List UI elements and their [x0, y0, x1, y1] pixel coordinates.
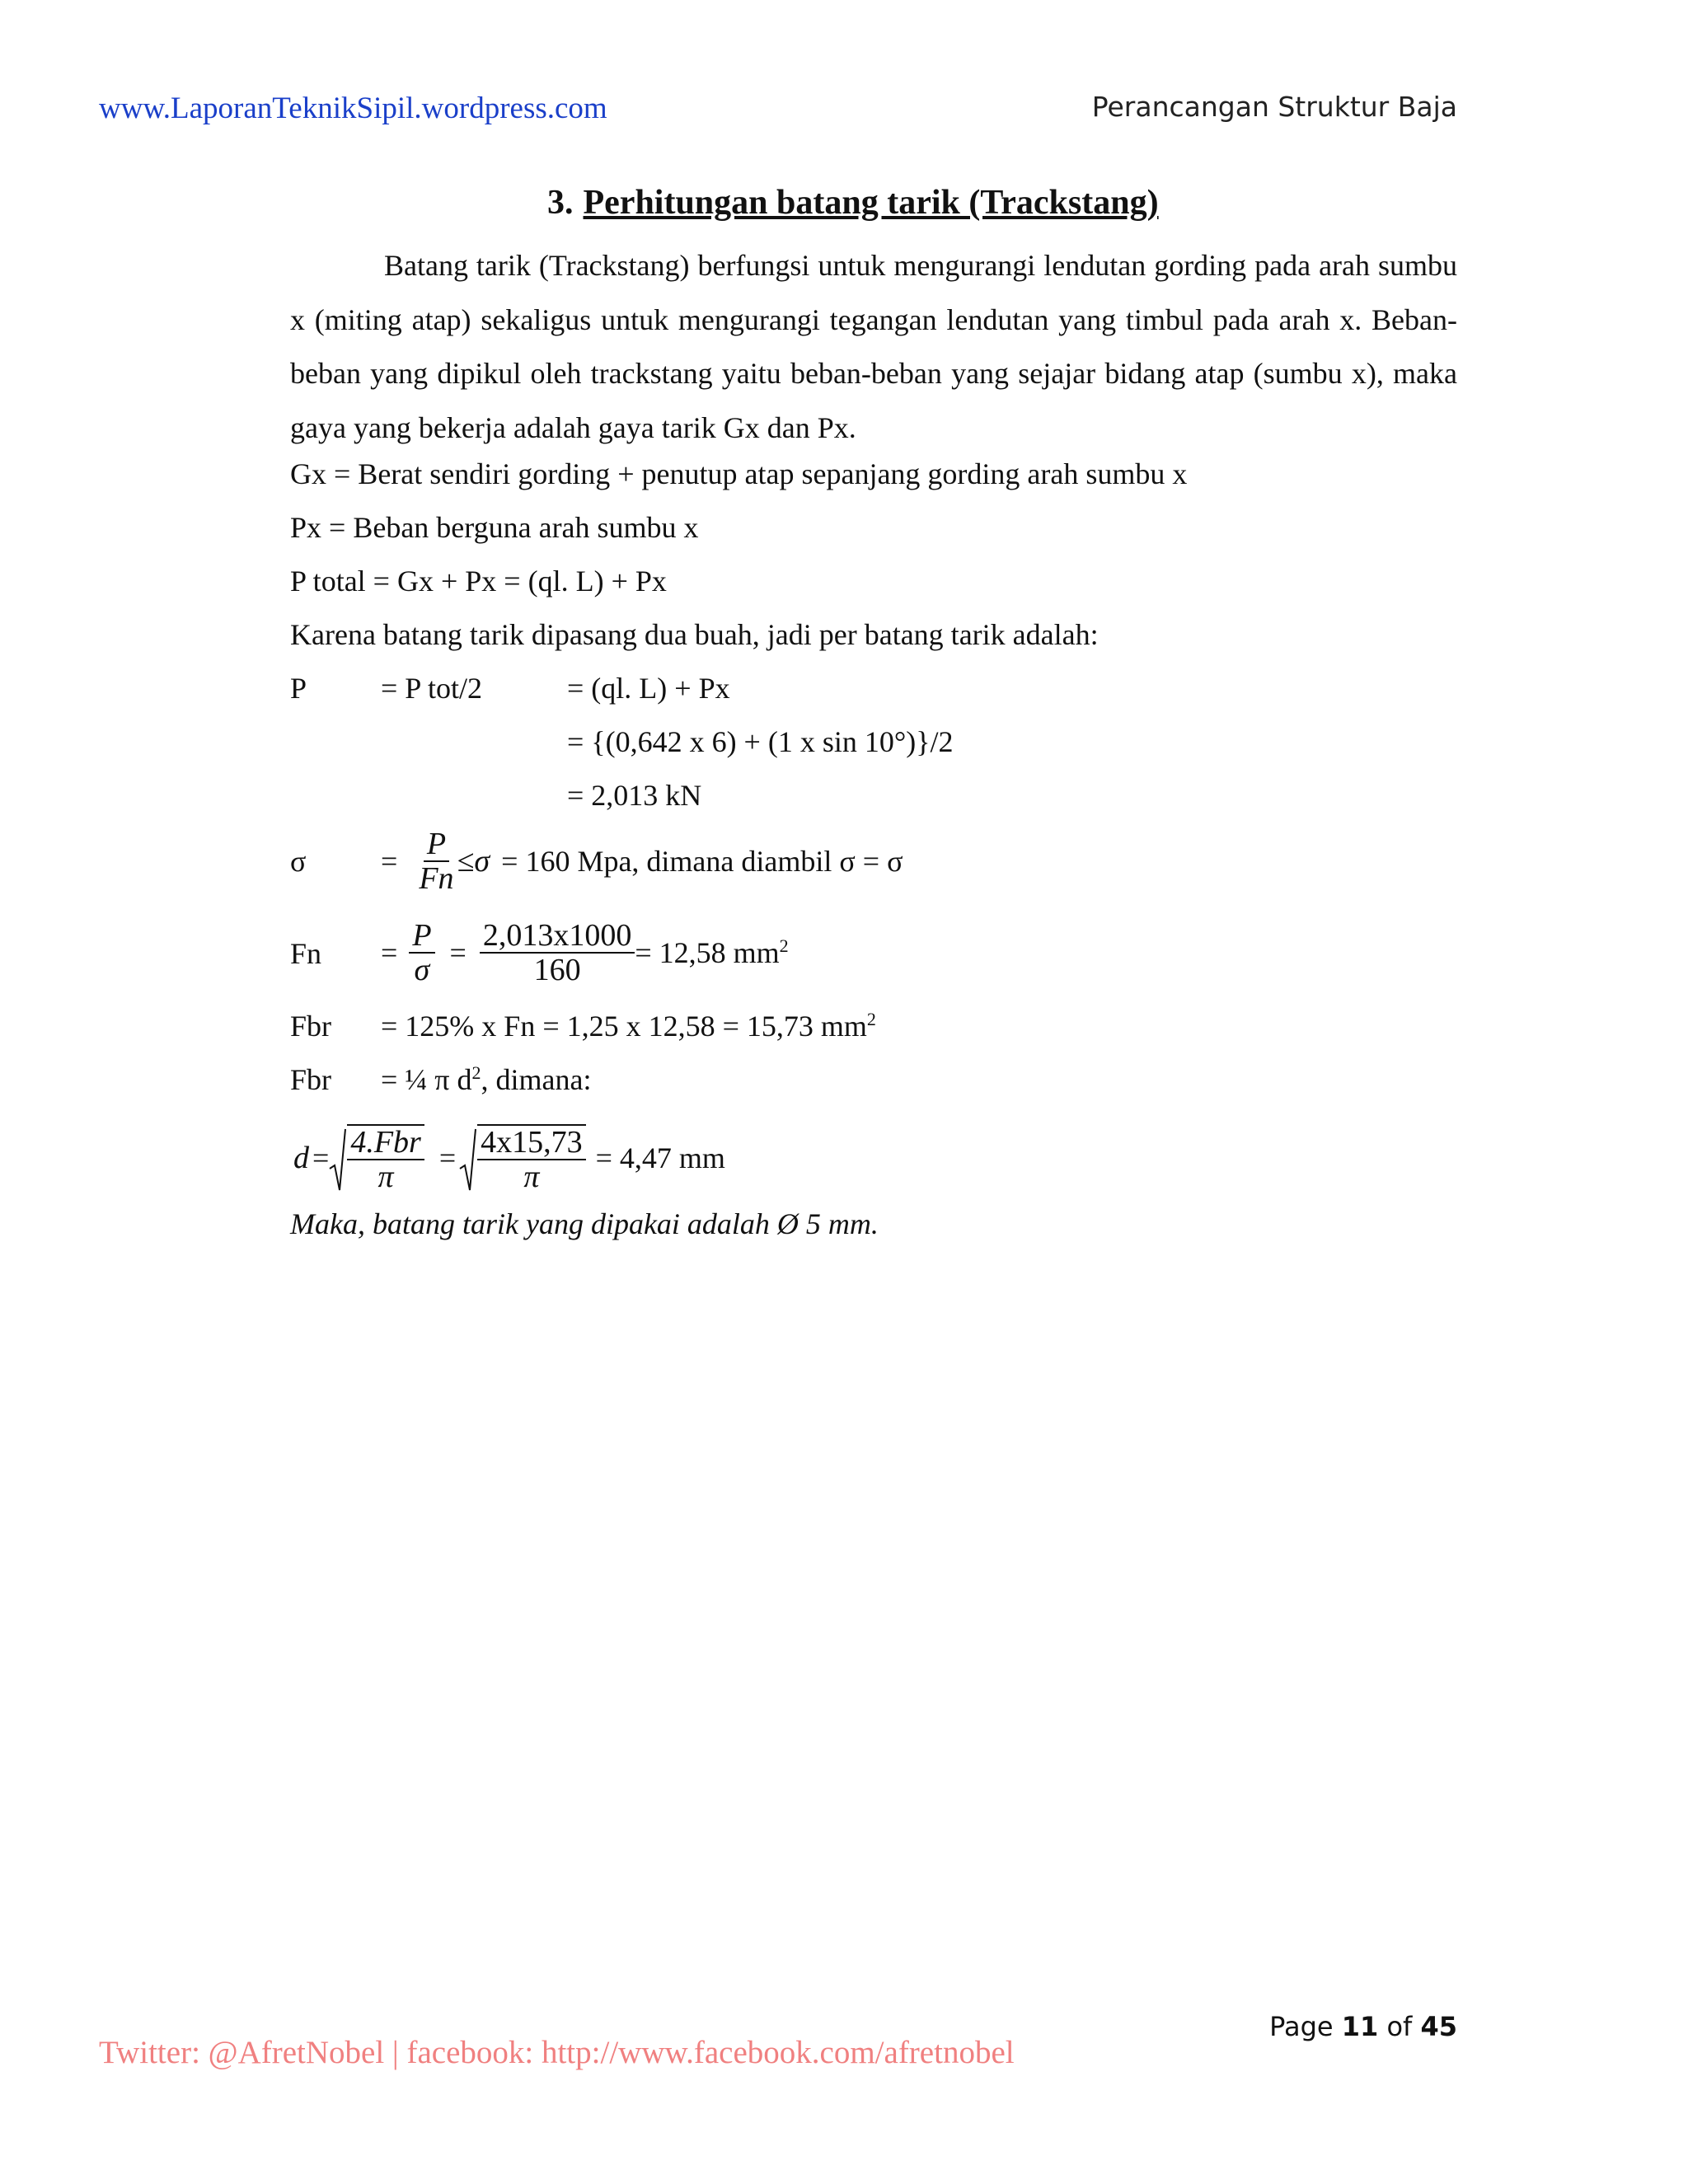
p-eq-formula: = (ql. L) + Px: [567, 672, 730, 705]
p-eq-result: = 2,013 kN: [567, 779, 702, 812]
definition-px: Px = Beban berguna arah sumbu x: [290, 511, 699, 544]
sigma-rest: = 160 Mpa, dimana diambil σ = σ: [501, 845, 903, 878]
page-current: 11: [1341, 2011, 1379, 2042]
d-eq-sign-2: =: [438, 1141, 457, 1174]
definition-p-total: P total = Gx + Px = (ql. L) + Px: [290, 565, 667, 598]
d-sqrt-1-num: 4.Fbr: [347, 1126, 424, 1160]
header-url[interactable]: www.LaporanTeknikSipil.wordpress.com: [99, 91, 607, 125]
fn-label: Fn: [290, 937, 322, 970]
page-total: 45: [1420, 2011, 1457, 2042]
fn-eq-sign: =: [381, 936, 398, 969]
fbr-equation-2: = ¼ π $d^2$, dimana:: [381, 1062, 592, 1096]
fn-fraction-1-num: P: [409, 919, 434, 954]
header-document-title: Perancangan Struktur Baja: [1091, 91, 1457, 123]
d-sqrt-1: [329, 1122, 424, 1193]
sigma-label: σ: [290, 845, 307, 878]
fbr-label-1: Fbr: [290, 1010, 332, 1043]
fn-fraction-2: [480, 919, 635, 987]
definition-per-bar: Karena batang tarik dipasang dua buah, jadi per batang tarik adalah:: [290, 618, 1099, 651]
d-sqrt-2-num: 4x15,73: [477, 1126, 586, 1160]
section-number: 3.: [547, 184, 574, 222]
sigma-leq: ≤σ: [457, 844, 490, 879]
d-lhs: d: [293, 1141, 309, 1175]
fn-equation: [381, 915, 789, 991]
sigma-fraction-num: P: [424, 827, 449, 862]
sigma-eq-sign: =: [381, 845, 398, 878]
fn-eq-sign-2: =: [449, 936, 467, 969]
fbr-label-2: Fbr: [290, 1063, 332, 1096]
sigma-equation: [381, 824, 903, 898]
sigma-fraction-den: Fn: [419, 861, 454, 896]
fn-fraction-2-num: 2,013x1000: [480, 919, 635, 954]
d-eq-sign: =: [312, 1141, 330, 1174]
section-heading: [547, 183, 1159, 223]
conclusion: Maka, batang tarik yang dipakai adalah Ø 5 mm.: [290, 1207, 879, 1240]
d-sqrt-1-fraction: [347, 1124, 424, 1193]
d-equation: [293, 1121, 725, 1195]
fn-fraction-1: [409, 919, 434, 987]
d-sqrt-2-den: π: [523, 1160, 540, 1194]
fn-result: = 12,58 $mm^2$: [635, 935, 789, 969]
d-sqrt-2: [459, 1122, 586, 1193]
fn-fraction-2-den: 160: [533, 953, 581, 987]
sigma-fraction: [415, 827, 457, 895]
definition-gx: Gx = Berat sendiri gording + penutup atap sepanjang gording arah sumbu x: [290, 457, 1188, 490]
p-eq-substitution: = {(0,642 x 6) + (1 x sin 10°)}/2: [567, 725, 954, 758]
footer-social-links[interactable]: Twitter: @AfretNobel | facebook: http://www.facebook.com/afretnobel: [99, 2035, 1015, 2070]
p-eq-ptot: = P tot/2: [381, 672, 482, 705]
fbr-equation-1: = 125% x Fn = 1,25 x 12,58 = 15,73 $mm^2$: [381, 1009, 876, 1043]
fn-fraction-1-den: σ: [414, 953, 430, 987]
d-sqrt-2-fraction: [477, 1124, 586, 1193]
d-result: = 4,47 mm: [595, 1141, 725, 1174]
section-title: Perhitungan batang tarik (Trackstang): [583, 184, 1159, 222]
page-number: Page 11 of 45: [1269, 2011, 1457, 2042]
d-sqrt-1-den: π: [377, 1160, 394, 1194]
p-label: P: [290, 672, 307, 705]
intro-paragraph: Batang tarik (Trackstang) berfungsi untuk mengurangi lendutan gording pada arah sumbu x (miting atap) sekaligus untuk mengurangi tegangan lendutan yang timbul pada arah x. Beban-beban yang dipikul oleh trackstang yaitu beban-beban yang sejajar bidang atap (sumbu x), maka gaya yang bekerja adalah gaya tarik Gx dan Px.: [290, 249, 1457, 444]
